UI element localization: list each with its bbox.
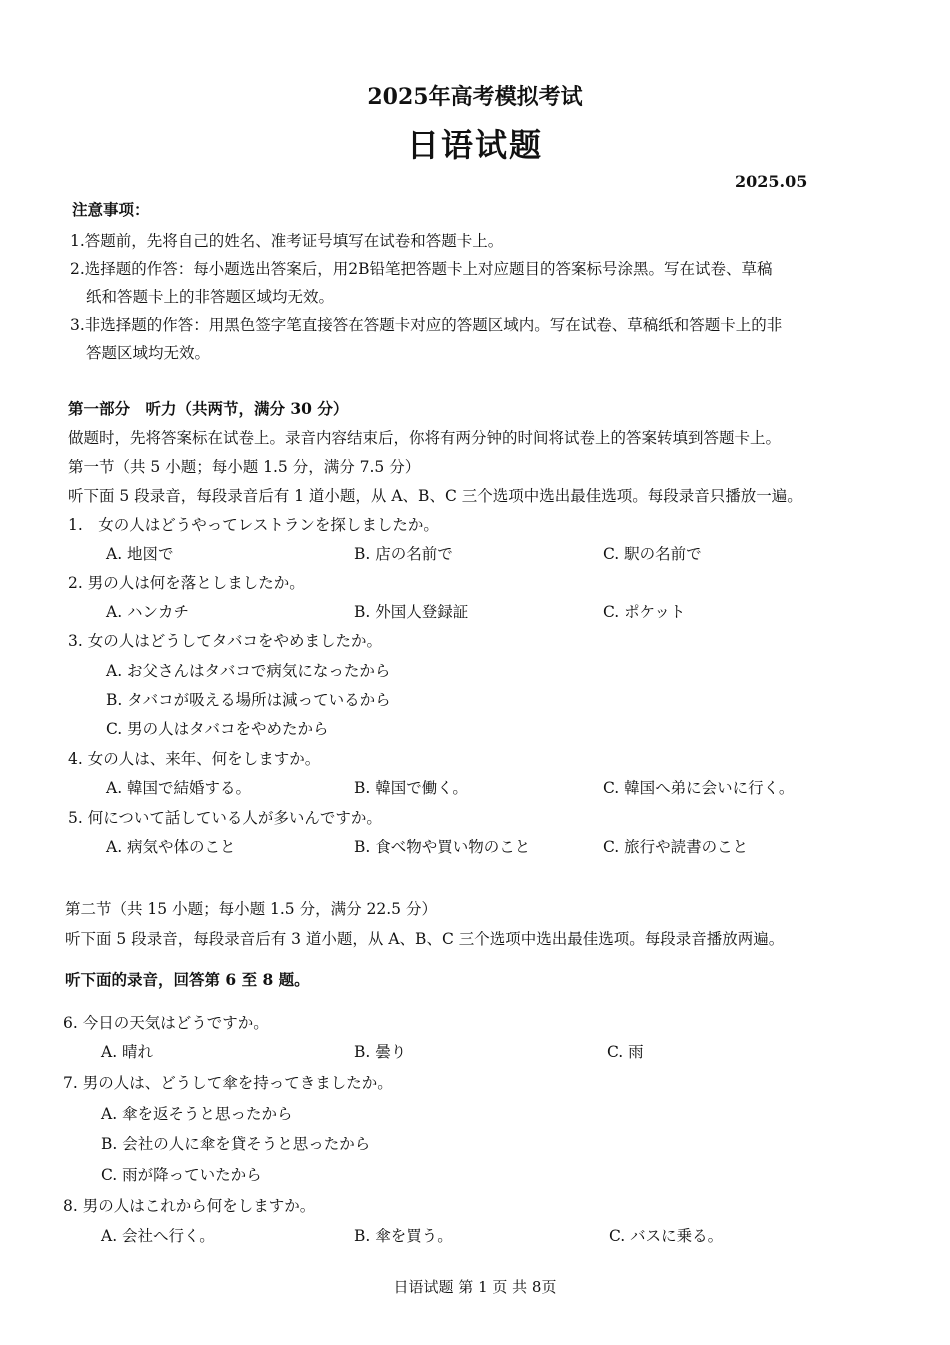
question-2-stem: 2. 男の人は何を落としましたか。 <box>68 574 305 592</box>
question-8-option-c: C. バスに乗る。 <box>609 1227 724 1245</box>
exam-title: 2025年高考模拟考试 <box>367 84 583 110</box>
question-6-stem: 6. 今日の天気はどうですか。 <box>63 1014 269 1032</box>
page-footer: 日语试题 第 1 页 共 8页 <box>393 1278 557 1296</box>
question-4-option-b: B. 韓国で働く。 <box>354 779 468 797</box>
exam-date: 2025.05 <box>735 172 808 191</box>
section1-heading: 第一节（共 5 小题；每小题 1.5 分，满分 7.5 分） <box>68 458 421 476</box>
notice-item-2-line-1: 2.选择题的作答：每小题选出答案后，用2B铅笔把答题卡上对应题目的答案标号涂黑。写在试卷、草稿 <box>70 260 773 278</box>
question-1-option-b: B. 店の名前で <box>354 545 453 563</box>
question-2-option-a: A. ハンカチ <box>106 603 190 621</box>
section1-instruction: 听下面 5 段录音，每段录音后有 1 道小题，从 A、B、C 三个选项中选出最佳选项。每段录音只播放一遍。 <box>68 487 803 505</box>
section2-heading: 第二节（共 15 小题；每小题 1.5 分，满分 22.5 分） <box>65 900 437 918</box>
question-5-option-b: B. 食べ物や買い物のこと <box>354 838 531 856</box>
question-4-option-a: A. 韓国で結婚する。 <box>106 779 252 797</box>
question-3-option-b: B. タバコが吸える場所は減っているから <box>106 691 391 709</box>
part1-instruction: 做题时，先将答案标在试卷上。录音内容结束后，你将有两分钟的时间将试卷上的答案转填到答题卡上。 <box>68 429 782 447</box>
part1-heading: 第一部分 听力（共两节，满分 30 分） <box>68 399 349 418</box>
question-7-option-b: B. 会社の人に傘を貸そうと思ったから <box>101 1135 371 1153</box>
question-2-option-c: C. ポケット <box>603 603 686 621</box>
question-5-option-a: A. 病気や体のこと <box>106 838 236 856</box>
question-4-stem: 4. 女の人は、来年、何をしますか。 <box>68 750 321 768</box>
question-6-option-a: A. 晴れ <box>101 1043 154 1061</box>
question-4-option-c: C. 韓国へ弟に会いに行く。 <box>603 779 795 797</box>
question-2-option-b: B. 外国人登録証 <box>354 603 469 621</box>
question-1-option-a: A. 地図で <box>106 545 174 563</box>
notice-item-3-line-1: 3.非选择题的作答：用黑色签字笔直接答在答题卡对应的答题区域内。写在试卷、草稿纸和答题卡上的非 <box>70 316 783 334</box>
notice-item-1: 1.答题前，先将自己的姓名、准考证号填写在试卷和答题卡上。 <box>70 232 504 250</box>
question-8-stem: 8. 男の人はこれから何をしますか。 <box>63 1197 316 1215</box>
question-1-option-c: C. 駅の名前で <box>603 545 702 563</box>
question-7-stem: 7. 男の人は、どうして傘を持ってきましたか。 <box>63 1074 393 1092</box>
question-6-option-c: C. 雨 <box>607 1043 644 1061</box>
subject-title: 日语试题 <box>406 126 543 164</box>
question-3-option-a: A. お父さんはタバコで病気になったから <box>106 662 391 680</box>
notice-item-2-line-2: 纸和答题卡上的非答题区域均无效。 <box>86 288 335 306</box>
notice-item-3-line-2: 答题区域均无效。 <box>86 344 211 362</box>
section2-instruction: 听下面 5 段录音，每段录音后有 3 道小题，从 A、B、C 三个选项中选出最佳选项。每段录音播放两遍。 <box>65 930 785 948</box>
question-3-stem: 3. 女の人はどうしてタバコをやめましたか。 <box>68 632 383 650</box>
question-7-option-c: C. 雨が降っていたから <box>101 1166 262 1184</box>
question-5-option-c: C. 旅行や読書のこと <box>603 838 749 856</box>
question-5-stem: 5. 何について話している人が多いんですか。 <box>68 809 382 827</box>
notice-heading: 注意事项： <box>72 200 150 219</box>
question-7-option-a: A. 傘を返そうと思ったから <box>101 1105 293 1123</box>
question-6-option-b: B. 曇り <box>354 1043 407 1061</box>
question-8-option-b: B. 傘を買う。 <box>354 1227 453 1245</box>
question-8-option-a: A. 会社へ行く。 <box>101 1227 215 1245</box>
group-heading-6-8: 听下面的录音，回答第 6 至 8 题。 <box>65 970 310 989</box>
question-1-stem: 1. 女の人はどうやってレストランを探しましたか。 <box>68 516 439 534</box>
question-3-option-c: C. 男の人はタバコをやめたから <box>106 720 329 738</box>
